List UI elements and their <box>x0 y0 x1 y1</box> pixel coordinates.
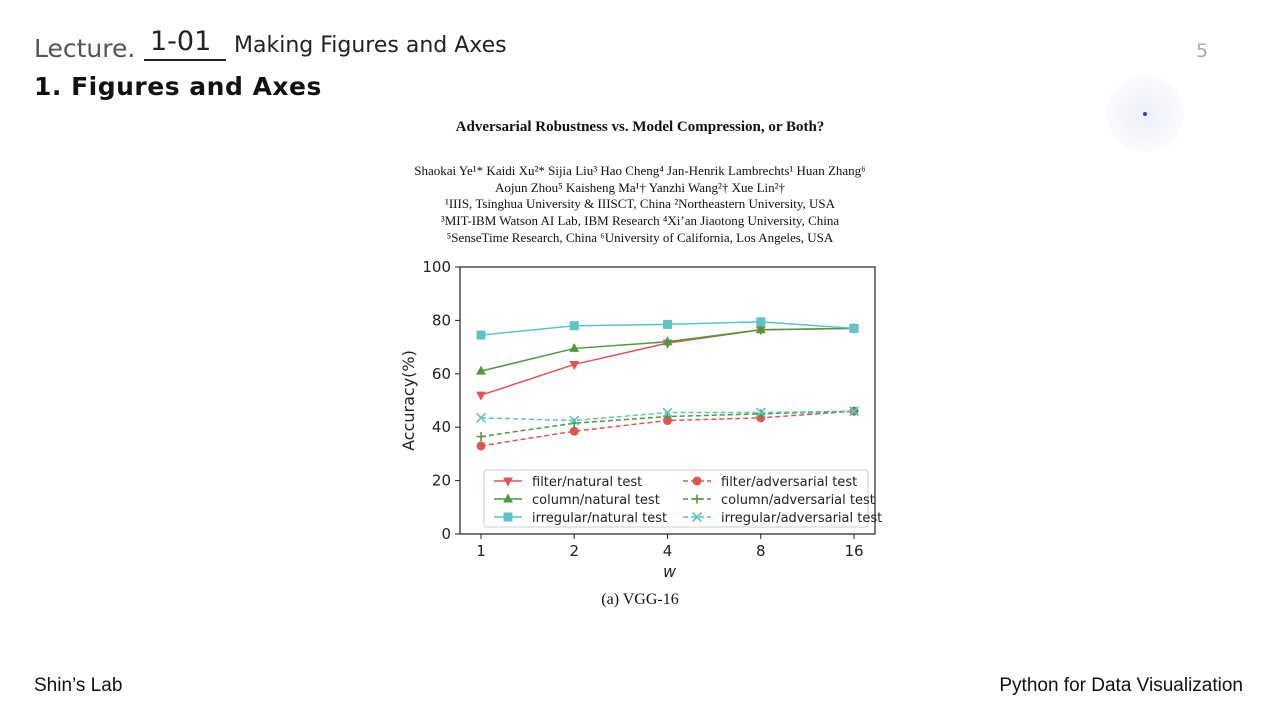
y-tick-label: 80 <box>431 311 451 330</box>
data-point <box>476 392 486 401</box>
x-tick-label: 4 <box>662 542 673 560</box>
page-number: 5 <box>1196 40 1209 62</box>
legend-label: irregular/adversarial test <box>721 511 883 526</box>
series-4 <box>477 317 859 339</box>
data-point <box>477 441 486 450</box>
y-axis-label: Accuracy(%) <box>399 350 418 451</box>
y-tick-label: 60 <box>431 364 451 383</box>
data-point <box>477 432 486 441</box>
figure-caption: (a) VGG-16 <box>601 591 679 608</box>
accuracy-line-chart <box>380 252 890 587</box>
data-point <box>756 317 765 326</box>
lecture-number: 1-01 <box>150 26 212 57</box>
series-line <box>481 328 854 371</box>
data-point <box>850 324 859 333</box>
legend-label: irregular/natural test <box>532 511 668 526</box>
data-point <box>570 427 579 436</box>
y-tick-label: 100 <box>422 258 451 276</box>
x-tick-label: 2 <box>569 542 580 560</box>
x-tick-label: 16 <box>844 542 864 560</box>
y-tick-label: 40 <box>431 418 451 437</box>
legend-label: column/adversarial test <box>721 493 875 508</box>
y-tick-label: 20 <box>431 471 451 490</box>
footer-lab-name: Shin’s Lab <box>34 675 123 696</box>
footer-course-name: Python for Data Visualization <box>999 675 1243 696</box>
affiliation-line: ³MIT-IBM Watson AI Lab, IBM Research ⁴Xi’an Jiaotong University, China <box>440 213 840 229</box>
author-line: Aojun Zhou⁵ Kaisheng Ma¹† Yanzhi Wang²† Xue Lin²† <box>494 179 786 195</box>
data-point <box>570 321 579 330</box>
lecture-number-underline <box>144 59 226 61</box>
x-axis-label: w <box>662 562 677 581</box>
data-point <box>663 320 672 329</box>
y-tick-label: 0 <box>441 525 451 543</box>
paper-title: Adversarial Robustness vs. Model Compression, or Both? <box>455 119 825 135</box>
legend-marker <box>504 513 513 522</box>
x-tick-label: 1 <box>476 542 486 560</box>
legend-marker <box>693 477 702 486</box>
affiliation-line: ⁵SenseTime Research, China ⁶University of California, Los Angeles, USA <box>446 229 834 245</box>
lecture-title: Making Figures and Axes <box>234 33 507 58</box>
legend-label: column/natural test <box>532 493 660 508</box>
author-line: Shaokai Ye¹* Kaidi Xu²* Sijia Liu³ Hao Cheng⁴ Jan-Henrik Lambrechts¹ Huan Zhang⁶ <box>414 163 866 178</box>
lecture-label: Lecture. <box>34 34 136 63</box>
paper-authors <box>0 163 1280 247</box>
chart-legend <box>484 470 882 527</box>
data-point <box>477 331 486 340</box>
x-tick-label: 8 <box>755 542 766 560</box>
affiliation-line: ¹IIIS, Tsinghua University & IIISCT, China ²Northeastern University, USA <box>444 196 836 212</box>
series-2 <box>476 323 859 375</box>
legend-label: filter/adversarial test <box>721 475 858 490</box>
section-title: 1. Figures and Axes <box>34 72 322 101</box>
laser-pointer-dot <box>1143 112 1147 116</box>
legend-label: filter/natural test <box>532 475 643 490</box>
